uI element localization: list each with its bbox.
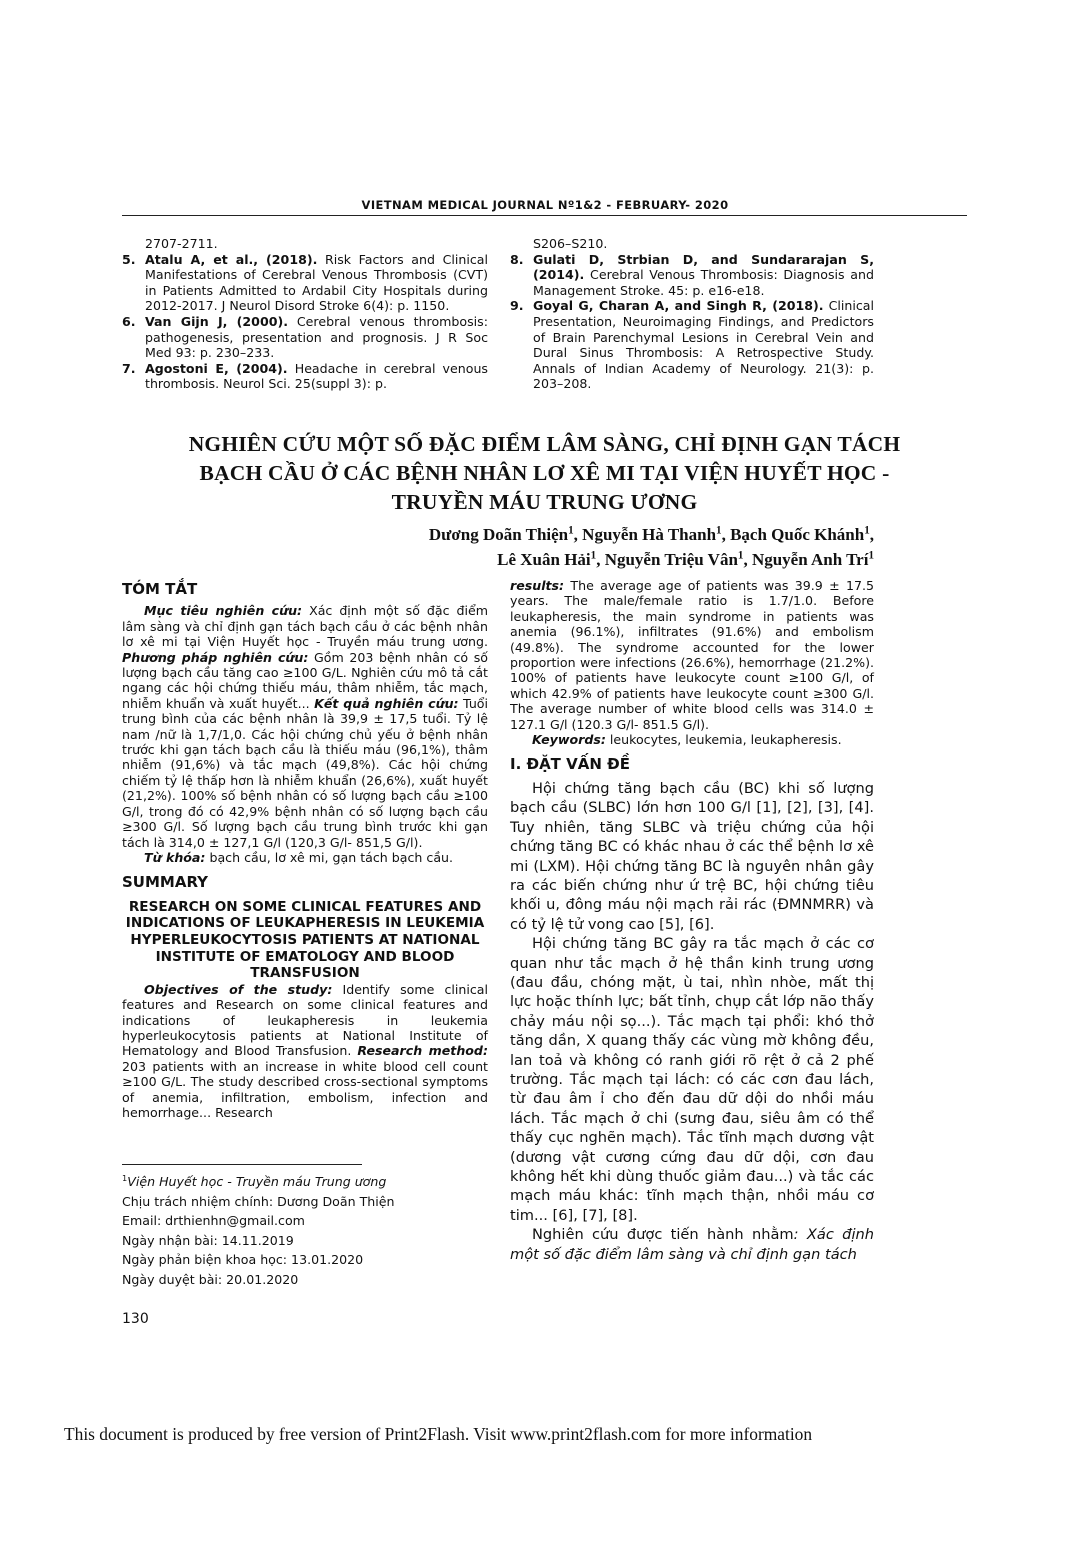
author-name: Lê Xuân Hải <box>497 550 591 569</box>
right-column <box>510 578 874 1264</box>
intro-paragraph: Hội chứng tăng bạch cầu (BC) khi số lượng bạch cầu (SLBC) lớn hơn 100 G/l [1], [2], [3], [4]. Tuy nhiên, tăng SLBC và triệu chứng của hội chứng tăng BC có khác nhau ở các thể bệnh lơ xê mi (LXM). Hội chứng tăng BC là nguyên nhân gây ra các biến chứng như ứ trệ BC, hội chứng tiêu khối u, đông máu nội mạch rải rác (ĐMNMRR) và có tỷ lệ tử vong cao [5], [6]. <box>510 779 874 933</box>
affiliation-sup: 1 <box>568 524 574 537</box>
reference-text: Cerebral Venous Thrombosis: Diagnosis and Management Stroke. 45: p. e16-e18. <box>533 267 874 298</box>
reference-item <box>510 252 874 299</box>
result-text: Tuổi trung bình của các bệnh nhân là 39,9 ± 17,5 tuổi. Tỷ lệ nam /nữ là 1,7/1,0. Các hội chứng chủ yếu ở bệnh nhân trước khi gạn tách bạch cầu là thiếu máu (96,1%), thâm nhiễm (91,6%) và tắc mạch (49,8%). Các hội chứng chiếm tỷ lệ thấp hơn là nhiễm khuẩn (26,6%), xuất huyết (21,2%). 100% số bệnh nhân có số lượng bạch cầu ≥100 G/l, trong đó có 42,9% bệnh nhân có số lượng bạch cầu ≥300 G/l. Số lượng bạch cầu trung bình trước khi gạn tách là 314,0 ± 127,1 G/l (120,3 G/l- 851,5 G/l). <box>122 695 489 850</box>
reference-continuation: S206–S210. <box>533 236 608 251</box>
header-rule <box>122 215 967 216</box>
author-name: , Nguyễn Hà Thanh <box>573 525 717 544</box>
footnote-line: Ngày nhận bài: 14.11.2019 <box>122 1232 294 1248</box>
author-line <box>174 547 874 572</box>
method-label: Phương pháp nghiên cứu: <box>122 649 309 665</box>
keywords-text: leukocytes, leukemia, leukapheresis. <box>605 732 842 748</box>
author-name: , Bạch Quốc Khánh <box>721 525 865 544</box>
author-name: Dương Doãn Thiện <box>428 525 569 544</box>
reference-number: 8. <box>510 251 524 267</box>
method-label: Research method: <box>357 1043 488 1059</box>
author-name: , Nguyễn Triệu Vân <box>596 550 738 569</box>
reference-item <box>122 252 488 314</box>
left-column <box>122 578 488 1120</box>
footnote-affiliation <box>122 1172 488 1192</box>
reference-item <box>122 314 488 361</box>
reference-author: Atalu A, et al., (2018). <box>145 251 318 267</box>
title-line: NGHIÊN CỨU MỘT SỐ ĐẶC ĐIỂM LÂM SÀNG, CHỈ ĐỊNH GẠN TÁCH <box>188 432 901 456</box>
reference-item <box>122 361 488 392</box>
reference-author: Gulati D, Strbian D, and Sundararajan S, (2014). <box>533 251 874 283</box>
result-text: The average age of patients was 39.9 ± 17.5 years. The male/female ratio is 1.7/1.0. Before leukapheresis, the main syndrome in patients was anemia (96.1%), infiltrates (91.6%) and embolism (49.8%). The syndrome accounted for the lower proportion were infections (26.6%), hemorrhage (21.2%). 100% of patients have leukocyte count ≥100 G/l, of which 42.9% of patients have leukocyte count ≥300 G/l. The average number of white blood cells was 314.0 ± 127.1 G/l (120.3 G/l- 851.5 G/l). <box>510 578 874 732</box>
print2flash-watermark: This document is produced by free version of Print2Flash. Visit www.print2flash.com for more information <box>64 1424 813 1444</box>
reference-item <box>510 298 874 392</box>
keywords-vi <box>122 850 488 865</box>
references-right <box>510 236 874 392</box>
affiliation-sup: 1 <box>590 549 597 562</box>
affiliation-sup: 1 <box>122 1172 128 1183</box>
reference-text: Risk Factors and Clinical Manifestations of Cerebral Venous Thrombosis (CVT) in Patients Admitted to Ardabil City Hospitals during 2012-2017. J Neurol Disord Stroke 6(4): p. 1150. <box>145 251 488 314</box>
keywords-en <box>510 732 874 747</box>
reference-number: 6. <box>122 313 136 329</box>
affiliation-sup: 1 <box>864 524 870 537</box>
reference-author: Agostoni E, (2004). <box>145 360 288 376</box>
intro-paragraph <box>510 1225 874 1264</box>
objective-label: Mục tiêu nghiên cứu: <box>144 603 303 619</box>
summary-title: RESEARCH ON SOME CLINICAL FEATURES AND INDICATIONS OF LEUKAPHERESIS IN LEUKEMIA HYPERLEUKOCYTOSIS PATIENTS AT NATIONAL INSTITUTE OF EMATOLOGY AND BLOOD TRANSFUSION <box>125 898 485 982</box>
objective-text: Xác định một số đặc điểm lâm sàng và chỉ định gạn tách bạch cầu ở các bệnh nhân lơ xê mi tại Viện Huyết học - Truyền máu trung ương. <box>122 603 488 650</box>
intro-heading: I. ĐẶT VẤN ĐỀ <box>510 755 630 774</box>
abstract-heading: TÓM TẮT <box>122 580 198 598</box>
page-number: 130 <box>122 1311 149 1327</box>
affiliation-sup: 1 <box>868 549 874 562</box>
author-list <box>174 522 874 572</box>
reference-text: Clinical Presentation, Neuroimaging Findings, and Predictors of Brain Parenchymal Lesions in Cerebral Vein and Dural Sinus Thrombosis: A Retrospective Study. Annals of Indian Academy of Neurology. 21(3): p. 203–208. <box>533 298 874 392</box>
result-label: Kết quả nghiên cứu: <box>314 695 459 711</box>
method-text: Gồm 203 bệnh nhân có số lượng bạch cầu tăng cao ≥100 G/L. Nghiên cứu mô tả cắt ngang các hội chứng thiếu máu, thâm nhiễm, tắc mạch, nhiễm khuẩn và xuất huyết... <box>122 649 488 711</box>
intro-body <box>510 779 874 1264</box>
keywords-label: Từ khóa: <box>144 849 206 865</box>
footnote-line: Ngày duyệt bài: 20.01.2020 <box>122 1271 299 1287</box>
reference-number: 9. <box>510 298 524 314</box>
abstract-vi-body <box>122 603 488 850</box>
footnote-line: Email: drthienhn@gmail.com <box>122 1213 305 1229</box>
footnotes <box>122 1172 488 1290</box>
intro-aim-italic: : Xác định một số đặc điểm lâm sàng và chỉ định gạn tách <box>510 1226 874 1263</box>
affiliation-sup: 1 <box>737 549 744 562</box>
result-label: results: <box>510 578 565 593</box>
author-name: , Nguyễn Anh Trí <box>743 550 869 569</box>
method-text: 203 patients with an increase in white blood cell count ≥100 G/L. The study described cross-sectional symptoms of anemia, infiltration, embolism, infection and hemorrhage... Research <box>122 1058 488 1120</box>
reference-author: Van Gijn J, (2000). <box>145 313 289 329</box>
article-title <box>122 430 967 517</box>
footnote-rule <box>122 1164 362 1165</box>
summary-body <box>122 982 488 1121</box>
intro-aim-text: Nghiên cứu được tiến hành nhằm <box>532 1226 794 1244</box>
title-line: TRUYỀN MÁU TRUNG ƯƠNG <box>391 490 698 514</box>
reference-continuation: 2707-2711. <box>145 236 218 251</box>
reference-author: Goyal G, Charan A, and Singh R, (2018). <box>533 298 824 314</box>
reference-number: 5. <box>122 251 136 267</box>
footnote-line: Ngày phản biện khoa học: 13.01.2020 <box>122 1252 364 1268</box>
affiliation-text: Viện Huyết học - Truyền máu Trung ương <box>127 1174 387 1189</box>
footnote-line: Chịu trách nhiệm chính: Dương Doãn Thiện <box>122 1193 395 1209</box>
keywords-label: Keywords: <box>532 732 606 748</box>
summary-heading: SUMMARY <box>122 873 209 892</box>
intro-paragraph: Hội chứng tăng BC gây ra tắc mạch ở các cơ quan như tắc mạch ở hệ thần kinh trung ương (đau đầu, chóng mặt, ù tai, nhìn nhòe, mất thị lực hoặc thính lực; bất tỉnh, chụp cắt lớp não thấy chảy máu nội sọ...). Tắc mạch tại phổi: khó thở tăng dần, X quang thấy các vùng mờ không đều, lan toả và không có ranh giới rõ rệt ở cả 2 phế trường. Tắc mạch tại lách: có các cơn đau lách, từ đau âm ỉ cho đến đau dữ dội do nhồi máu lách. Tắc mạch ở chi (sưng đau, siêu âm có thể thấy cục nghẽn mạch). Tắc tĩnh mạch dương vật (dương vật cương cứng đau dữ dội, cơn đau không hết khi dùng thuốc giảm đau...) và tắc các mạch máu khác: tĩnh mạch thận, nhồi máu cơ tim... [6], [7], [8]. <box>510 935 874 1224</box>
keywords-text: bạch cầu, lơ xê mi, gạn tách bạch cầu. <box>205 849 454 865</box>
summary-body-continued <box>510 578 874 732</box>
running-head: VIETNAM MEDICAL JOURNAL Nº1&2 - FEBRUARY- 2020 <box>361 198 729 212</box>
objective-label: Objectives of the study: <box>144 981 333 997</box>
affiliation-sup: 1 <box>716 524 722 537</box>
reference-text: Headache in cerebral venous thrombosis. Neurol Sci. 25(suppl 3): p. <box>145 360 488 392</box>
references-left <box>122 236 488 392</box>
reference-number: 7. <box>122 360 136 376</box>
objective-text: Identify some clinical features and Research on some clinical features and indications of leukapheresis in leukemia hyperleukocytosis patients at National Institute of Hematology and Blood Transfusion. <box>122 981 488 1059</box>
reference-text: Cerebral venous thrombosis: pathogenesis, presentation and prognosis. J R Soc Med 93: p. 230–233. <box>145 313 488 361</box>
author-line: Dương Doãn Thiện$^1$, Nguyễn Hà Thanh$^1$, Bạch Quốc Khánh$^1$, <box>428 524 874 544</box>
title-line: BẠCH CẦU Ở CÁC BỆNH NHÂN LƠ XÊ MI TẠI VIỆN HUYẾT HỌC - <box>199 461 890 485</box>
